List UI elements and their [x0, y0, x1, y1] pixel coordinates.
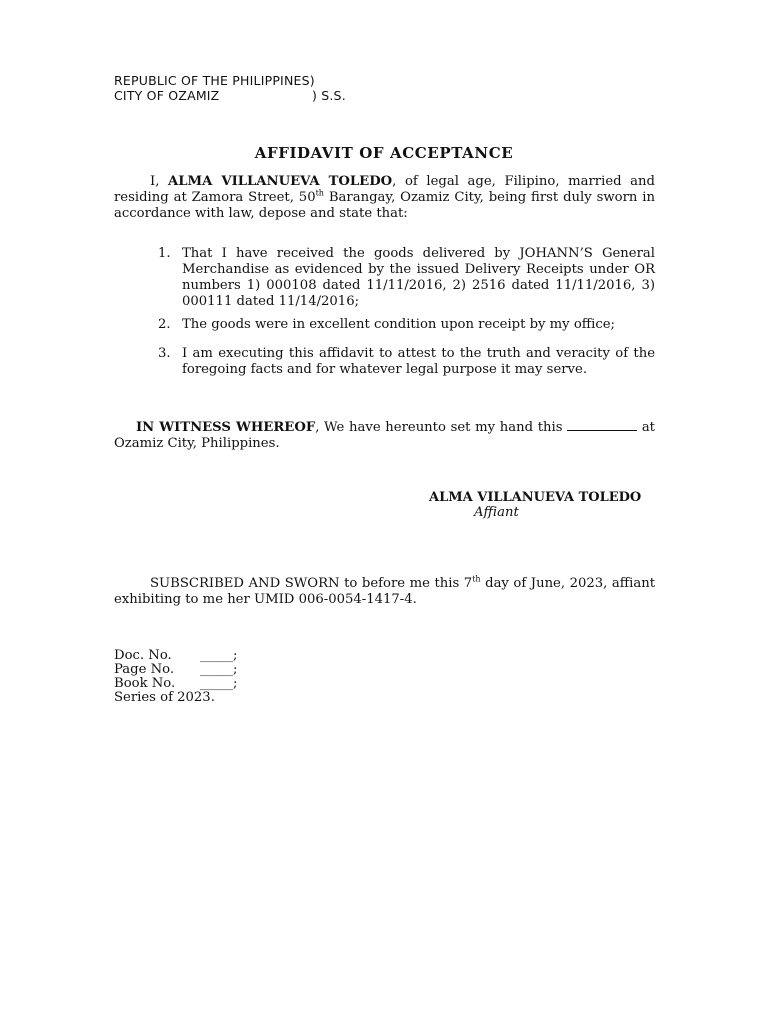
date-blank: [567, 418, 637, 431]
intro-prefix: I,: [150, 174, 169, 189]
register-blank: _____;: [200, 662, 238, 677]
witness-text-a: , We have hereunto set my hand this: [315, 420, 563, 435]
register-blank: _____;: [200, 648, 238, 663]
intro-text-a: , of legal age, Filipino, married and residing at Zamora Street, 50: [114, 174, 655, 205]
signatory-name: ALMA VILLANUEVA TOLEDO: [429, 490, 642, 505]
register-series: Series of 2023.: [114, 690, 215, 705]
item-text: I am executing this affidavit to attest to the truth and veracity of the foregoing facts and for whatever legal purpose it may serve.: [182, 346, 655, 377]
witness-lead: IN WITNESS WHEREOF: [136, 420, 316, 435]
register-row: [114, 648, 238, 663]
item-number: 1.: [158, 246, 171, 261]
register-label: Page No.: [114, 662, 175, 677]
register-blank: _____;: [200, 676, 238, 691]
document-title: AFFIDAVIT OF ACCEPTANCE: [254, 144, 514, 162]
register-row: [114, 676, 238, 691]
item-number: 3.: [158, 346, 171, 361]
venue-ss: ) S.S.: [312, 88, 346, 103]
venue-republic: REPUBLIC OF THE PHILIPPINES): [114, 73, 315, 88]
jurat-text-a: SUBSCRIBED AND SWORN to before me this 7: [150, 576, 473, 591]
jurat-text-b: day of June, 2023, affiant exhibiting to me her UMID 006-0054-1417-4.: [114, 576, 655, 607]
intro-paragraph: [114, 174, 655, 222]
witness-paragraph: [114, 418, 655, 452]
jurat-paragraph: [114, 576, 655, 608]
list-item: [158, 346, 655, 378]
signatory-role: Affiant: [474, 505, 519, 520]
affiant-name: ALMA VILLANUEVA TOLEDO: [168, 174, 393, 189]
jurat-sup: th: [472, 574, 481, 584]
intro-sup: th: [315, 188, 324, 198]
register-row: [114, 662, 238, 677]
register-label: Doc. No.: [114, 648, 172, 663]
item-number: 2.: [158, 317, 171, 332]
register-label: Book No.: [114, 676, 176, 691]
venue-city: CITY OF OZAMIZ: [114, 88, 220, 103]
list-item: [158, 246, 655, 310]
intro-text-b: Barangay, Ozamiz City, being first duly sworn in accordance with law, depose and state that:: [114, 190, 655, 221]
item-text: The goods were in excellent condition upon receipt by my office;: [182, 317, 615, 332]
notarial-register: [114, 648, 238, 705]
item-text: That I have received the goods delivered by JOHANN’S General Merchandise as evidenced by the issued Delivery Receipts under OR numbers 1) 000108 dated 11/11/2016, 2) 2516 dated 11/11/2016, 3) 000111 dated 11/14/2016;: [182, 246, 655, 309]
list-item: [158, 317, 655, 333]
witness-text-b: at Ozamiz City, Philippines.: [114, 420, 655, 451]
